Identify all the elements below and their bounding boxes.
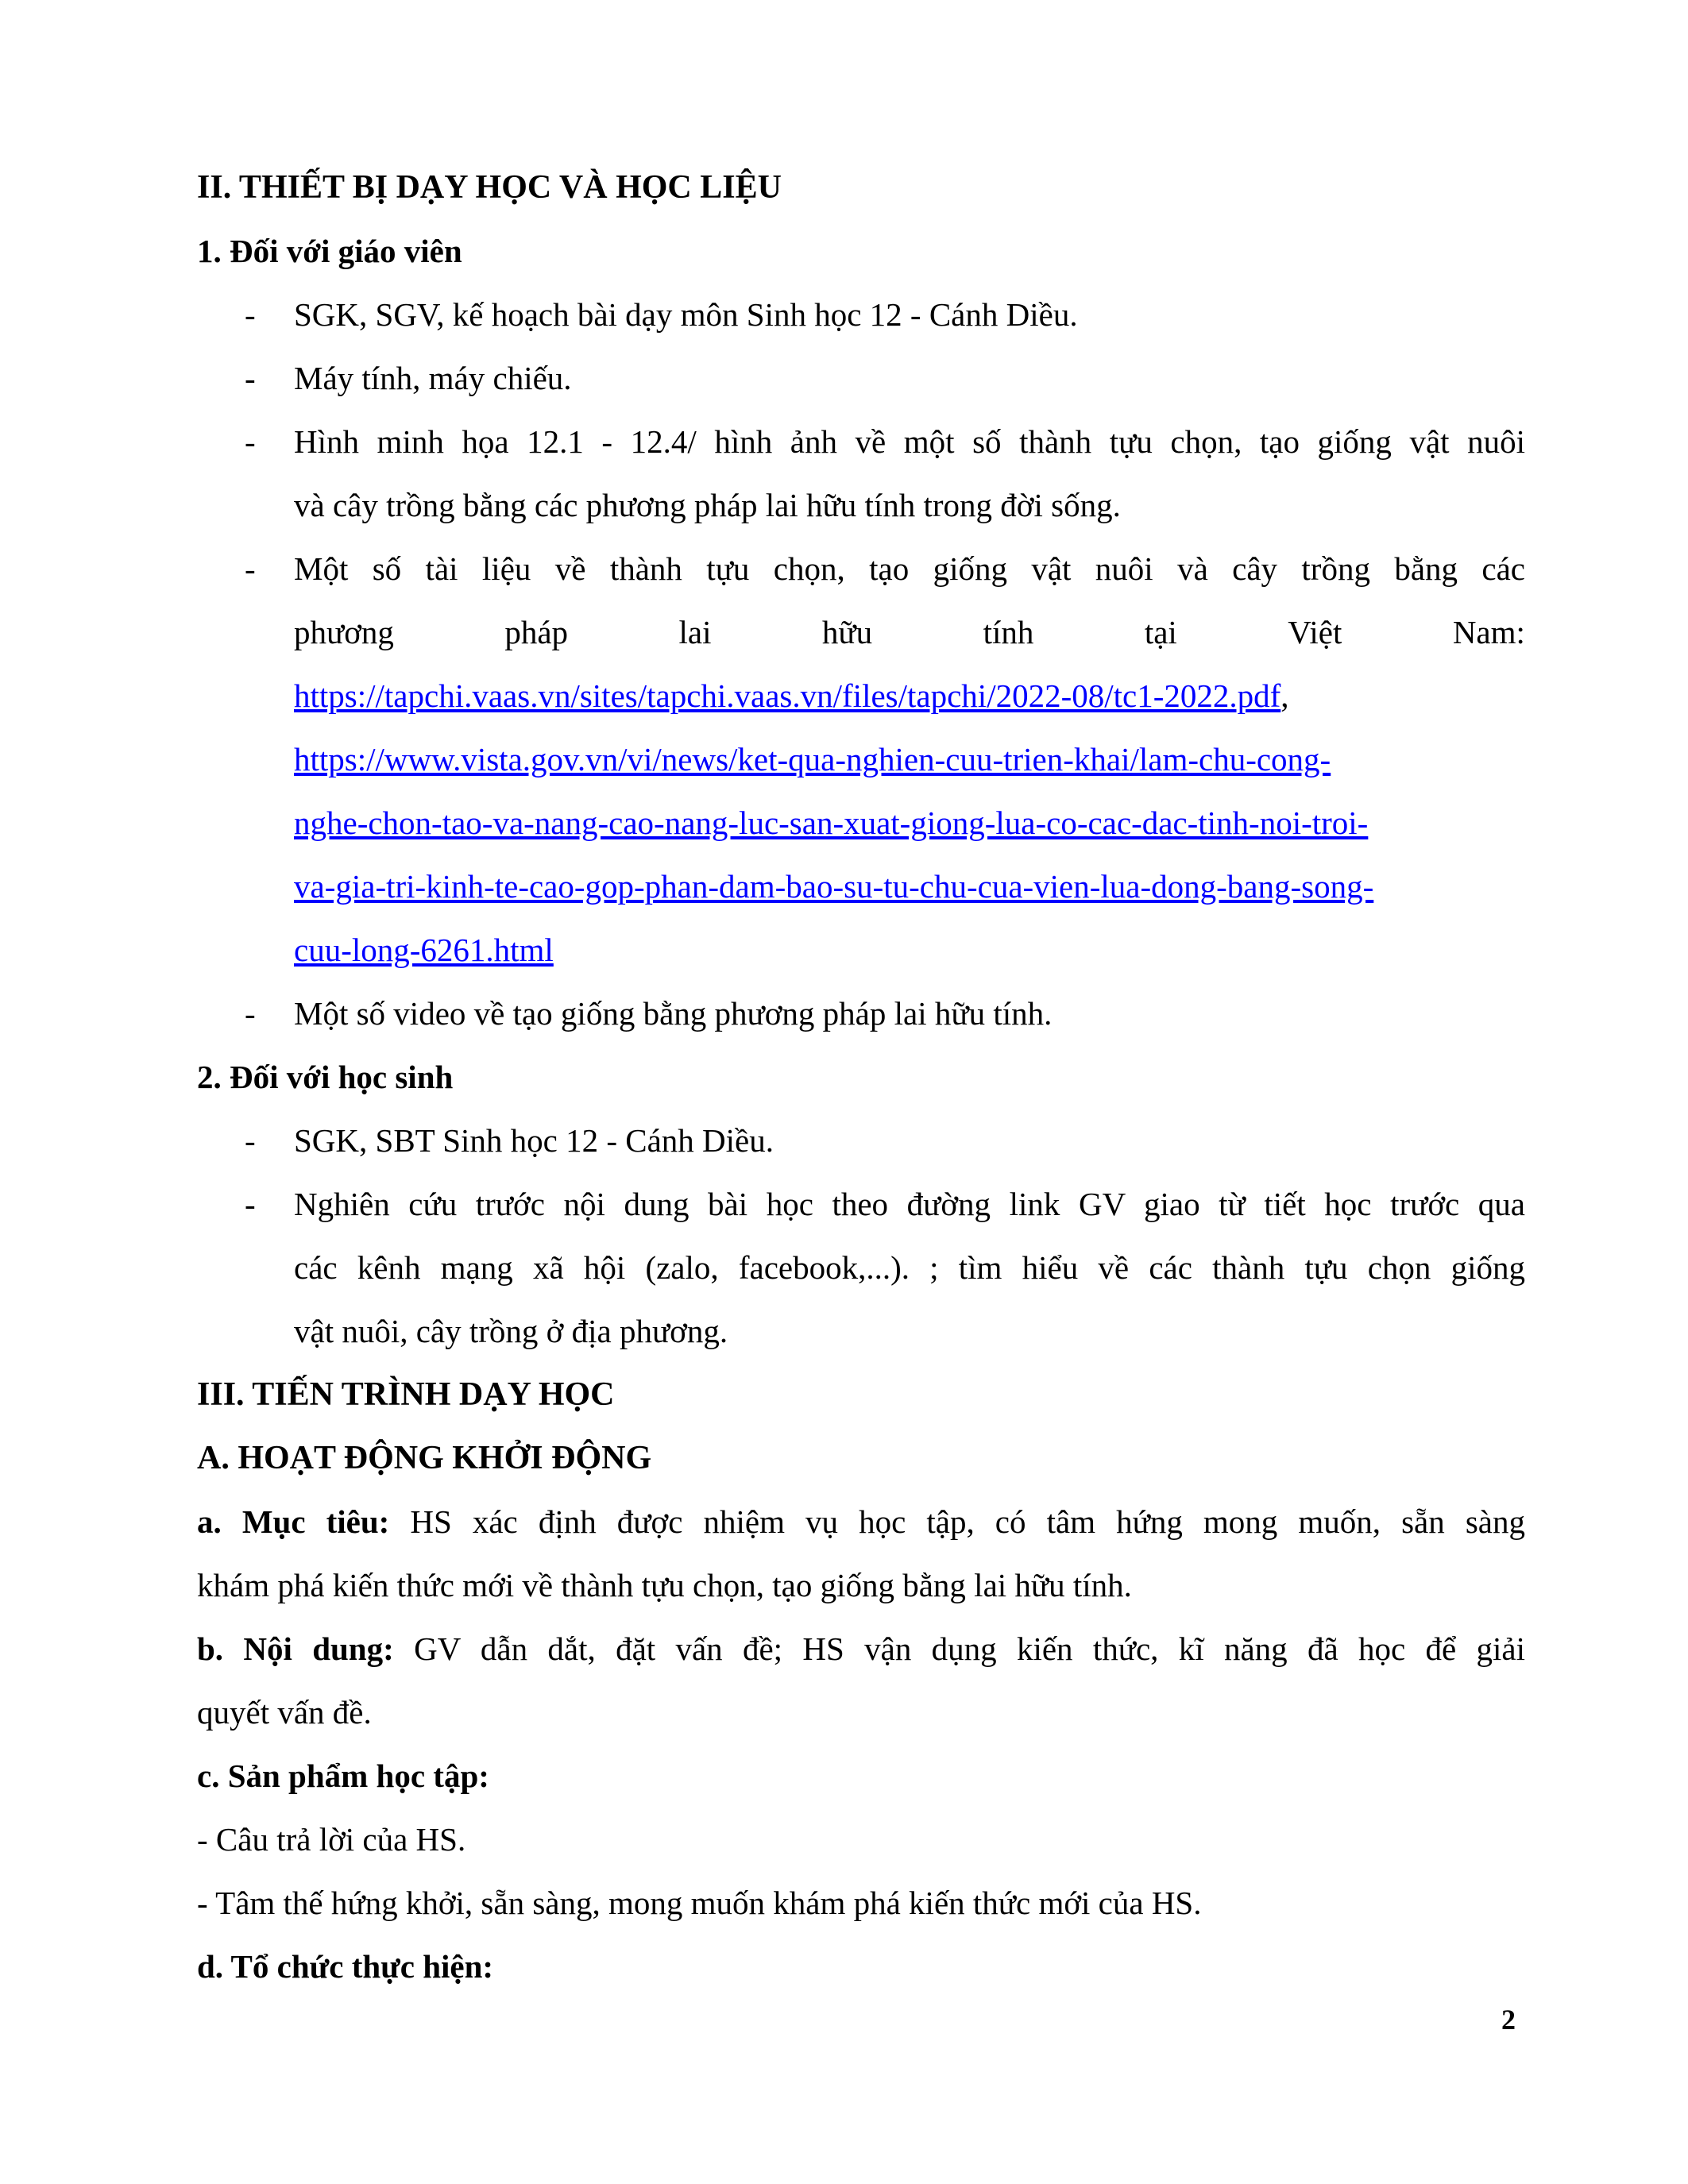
list-item — [197, 1172, 1525, 1236]
list-item — [197, 410, 1525, 473]
list-item-text: Nghiên cứu trước nội dung bài học theo đường link GV giao từ tiết học trước qua — [294, 1186, 1525, 1222]
link-line — [197, 727, 1525, 791]
paragraph-continuation: quyết vấn đề. — [197, 1694, 372, 1731]
list-item-continuation: vật nuôi, cây trồng ở địa phương. — [294, 1313, 728, 1349]
word: phương — [294, 614, 394, 650]
link-line — [197, 855, 1525, 918]
bullet-dash: - — [245, 1186, 256, 1222]
link-line — [197, 918, 1525, 982]
page-number: 2 — [1501, 2004, 1516, 2035]
bullet-dash: - — [245, 1122, 256, 1159]
bullet-dash: - — [245, 296, 256, 333]
word: Việt — [1288, 614, 1342, 650]
paragraph-content — [197, 1617, 1525, 1680]
content-label: b. Nội dung: — [197, 1630, 394, 1667]
justified-words-line — [197, 600, 1525, 664]
link-line — [197, 791, 1525, 855]
vista-link-part[interactable]: https://www.vista.gov.vn/vi/news/ket-qua-nghien-cuu-trien-khai/lam-chu-cong- — [294, 741, 1331, 778]
vista-link-part[interactable]: va-gia-tri-kinh-te-cao-gop-phan-dam-bao-su-tu-chu-cua-vien-lua-dong-bang-song- — [294, 868, 1374, 905]
list-item-text: Hình minh họa 12.1 - 12.4/ hình ảnh về một số thành tựu chọn, tạo giống vật nuôi — [294, 423, 1525, 460]
list-item-text: SGK, SBT Sinh học 12 - Cánh Diều. — [294, 1122, 774, 1159]
content-text: GV dẫn dắt, đặt vấn đề; HS vận dụng kiến thức, kĩ năng đã học để giải — [414, 1630, 1526, 1667]
word: lai — [678, 614, 712, 650]
subsection-heading-teacher: 1. Đối với giáo viên — [197, 233, 462, 269]
list-item-text: Một số tài liệu về thành tựu chọn, tạo giống vật nuôi và cây trồng bằng các — [294, 550, 1525, 587]
bullet-dash: - — [245, 995, 256, 1032]
link-line — [197, 664, 1525, 727]
vista-link-part[interactable]: nghe-chon-tao-va-nang-cao-nang-luc-san-xuat-giong-lua-co-cac-dac-tinh-noi-troi- — [294, 805, 1369, 841]
product-item: - Tâm thế hứng khởi, sẵn sàng, mong muốn khám phá kiến thức mới của HS. — [197, 1885, 1202, 1921]
link-suffix: , — [1280, 677, 1289, 714]
word: tính — [983, 614, 1034, 650]
objective-text: HS xác định được nhiệm vụ học tập, có tâm hứng mong muốn, sẵn sàng — [410, 1503, 1525, 1540]
list-item — [197, 1109, 1525, 1172]
list-item — [197, 346, 1525, 410]
subsection-heading-student: 2. Đối với học sinh — [197, 1059, 454, 1095]
page-content — [197, 156, 1525, 1998]
word: tại — [1144, 614, 1177, 650]
list-item-text: Máy tính, máy chiếu. — [294, 360, 572, 396]
list-item-continuation: và cây trồng bằng các phương pháp lai hữu tính trong đời sống. — [294, 487, 1121, 523]
word: pháp — [504, 614, 569, 650]
tapchi-vaas-link[interactable]: https://tapchi.vaas.vn/sites/tapchi.vaas.vn/files/tapchi/2022-08/tc1-2022.pdf — [294, 677, 1281, 714]
paragraph-objective — [197, 1490, 1525, 1553]
objective-label: a. Mục tiêu: — [197, 1503, 390, 1540]
bullet-dash: - — [245, 360, 256, 396]
bullet-dash: - — [245, 550, 256, 587]
organization-label: d. Tổ chức thực hiện: — [197, 1948, 494, 1985]
vista-link-part[interactable]: cuu-long-6261.html — [294, 932, 554, 968]
section-title: II. THIẾT BỊ DẠY HỌC VÀ HỌC LIỆU — [197, 169, 782, 206]
list-item-continuation: các kênh mạng xã hội (zalo, facebook,...). ; tìm hiểu về các thành tựu chọn giống — [294, 1249, 1525, 1286]
list-item-text: SGK, SGV, kế hoạch bài dạy môn Sinh học 12 - Cánh Diều. — [294, 296, 1078, 333]
product-label: c. Sản phẩm học tập: — [197, 1758, 489, 1794]
list-item — [197, 982, 1525, 1045]
paragraph-continuation: khám phá kiến thức mới về thành tựu chọn, tạo giống bằng lai hữu tính. — [197, 1567, 1132, 1603]
section-title: III. TIẾN TRÌNH DẠY HỌC — [197, 1376, 615, 1413]
product-item: - Câu trả lời của HS. — [197, 1821, 466, 1858]
word: Nam: — [1452, 614, 1525, 650]
word: hữu — [821, 614, 873, 650]
list-item-text: Một số video về tạo giống bằng phương pháp lai hữu tính. — [294, 995, 1053, 1032]
list-item — [197, 283, 1525, 346]
list-item — [197, 537, 1525, 600]
bullet-dash: - — [245, 423, 256, 460]
part-title: A. HOẠT ĐỘNG KHỞI ĐỘNG — [197, 1440, 652, 1476]
